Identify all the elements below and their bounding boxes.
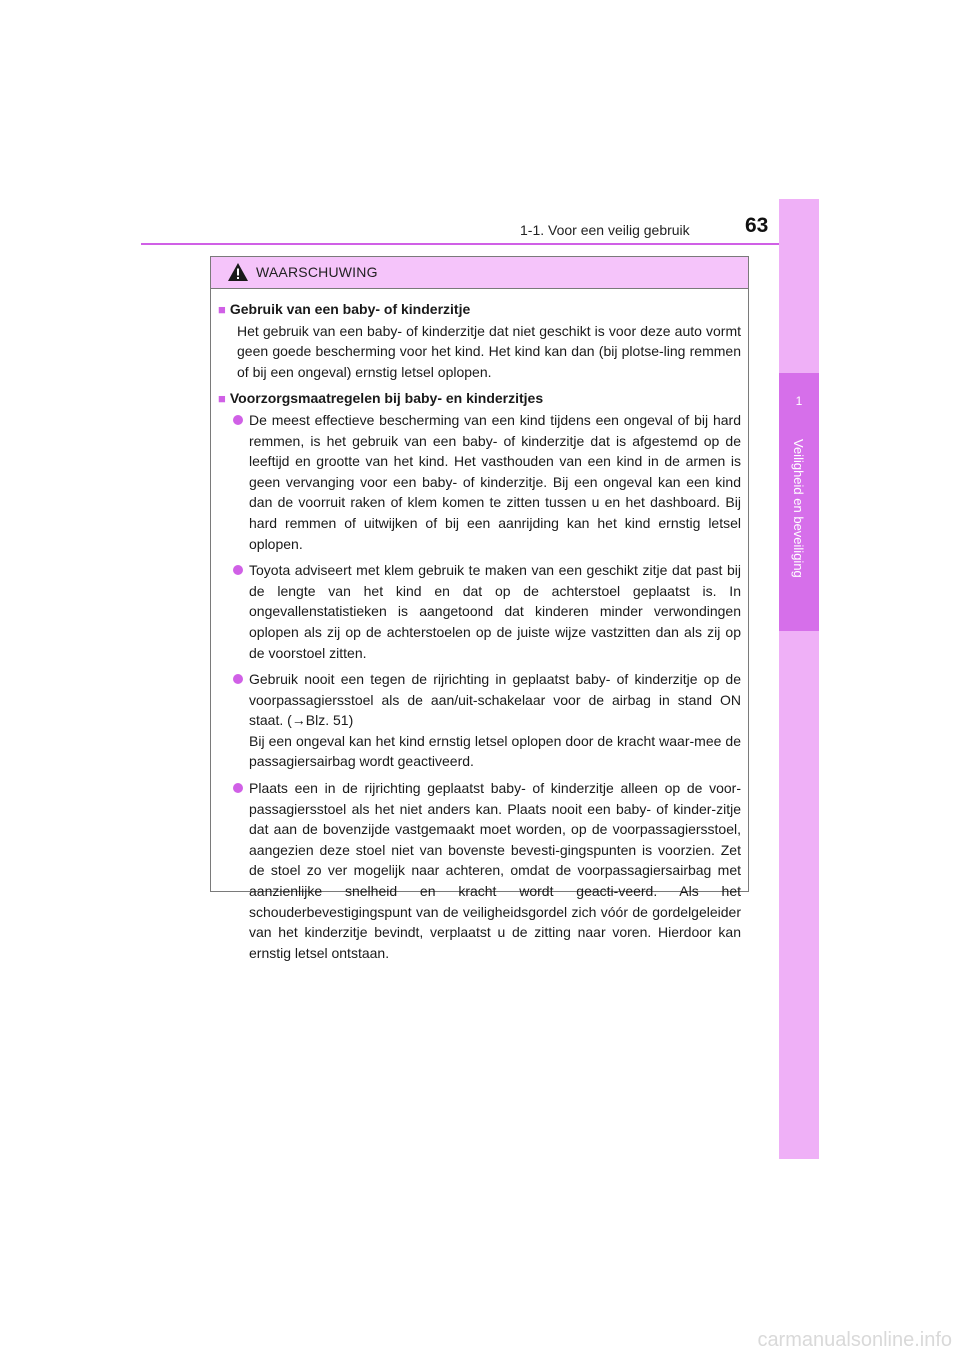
warning-header [211,257,748,289]
watermark: carmanualsonline.info [757,1329,952,1351]
bullet-dot-icon [233,565,243,575]
bullet-item: De meest effectieve bescherming van een kind tijdens een ongeval of bij hard remmen, is het gebruik van een baby- of kinderzitje dat is afgestemd op de leeftijd en grootte van het kind. Het vasthouden van een kind in de armen is geen vervanging voor een baby- of kinderzitje. Bij een ongeval kan een kind dan de voorruit raken of klem komen te zitten tussen u en het dashboard. Bij hard remmen of uitwijken of bij een aanrijding kan het kind ernstig letsel oplopen. [218,410,741,554]
warning-box [210,256,749,961]
chapter-title: Veiligheid en beveiliging [791,439,806,578]
warning-body [211,289,748,963]
square-bullet-icon: ■ [218,302,226,317]
bullet-dot-icon [233,415,243,425]
page-number: 63 [745,214,769,237]
warning-triangle-icon [227,262,249,282]
section-heading: Gebruik van een baby- of kinderzitje [229,301,471,317]
warning-title: WAARSCHUWING [256,264,378,280]
section-text: Het gebruik van een baby- of kinderzitje dat niet geschikt is voor deze auto vormt geen goede bescherming voor het kind. Het kind kan dan (bij plotse-ling remmen of bij een ongeval) ernstig letsel oplopen. [237,322,741,380]
header-divider [141,243,819,245]
warning-section [218,388,741,963]
chapter-number: 1 [795,394,803,408]
bullet-item: Plaats een in de rijrichting geplaatst baby- of kinderzitje alleen op de voor-passagiersstoel als het niet anders kan. Plaats nooit een baby- of kinder-zitje dat aan de bovenzijde vastgemaakt moet worden, op de voorpassagiersstoel, aangezien deze stoel niet van bovenste bevesti-gingspunten is voorzien. Zet de stoel zo ver mogelijk naar achteren, omdat de voorpassagiersairbag met aanzienlijke snelheid en kracht wordt geacti-veerd. Als het schouderbevestigingspunt van de veiligheidsgordel zich vóór de gordelgeleider van het kinderzitje bevindt, verplaatst u de zitting naar voren. Hierdoor kan ernstig letsel ontstaan. [218,778,741,963]
square-bullet-icon: ■ [218,391,226,407]
section-heading: Voorzorgsmaatregelen bij baby- en kinderzitjes [229,390,544,407]
bullet-item: Gebruik nooit een tegen de rijrichting in geplaatst baby- of kinderzitje op de voorpassagiersstoel als de aan/uit-schakelaar voor de airbag in stand ON staat. (→Blz. 51) Bij een ongeval kan het kind ernstig letsel oplopen door de kracht waar-mee de passagiersairbag wordt geactiveerd. [218,669,741,772]
chapter-side-tab [779,199,819,1159]
bullet-list [218,410,741,963]
section-title: 1-1. Voor een veilig gebruik [520,222,690,238]
warning-section [218,299,741,382]
bullet-dot-icon [233,783,243,793]
bullet-dot-icon [233,674,243,684]
bullet-item: Toyota adviseert met klem gebruik te maken van een geschikt zitje dat past bij de lengte van het kind en dat op de achterstoel geplaatst is. In ongevallenstatistieken is aangetoond dat kinderen minder verwondingen oplopen als zij op de achterstoelen op de juiste wijze vastzitten dan als zij op de voorstoel zitten. [218,560,741,663]
